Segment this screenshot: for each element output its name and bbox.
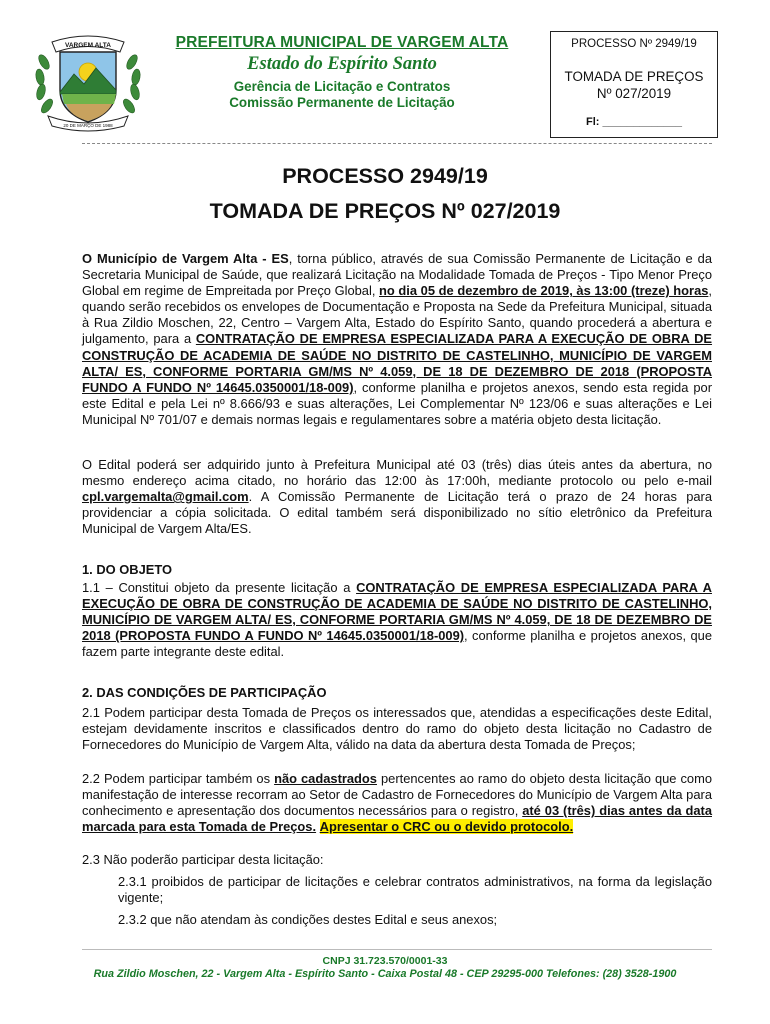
section-1-heading: 1. DO OBJETO bbox=[82, 562, 173, 577]
s2-3-text: 2.3 Não poderão participar desta licitação: bbox=[82, 852, 324, 867]
s2-2-crc-highlight: Apresentar o CRC ou o devido protocolo. bbox=[319, 819, 574, 835]
intro-paragraph bbox=[82, 251, 712, 428]
s1-text-1: 1.1 – Constitui objeto da presente licitação a bbox=[82, 580, 357, 595]
footer-cnpj: CNPJ 31.723.570/0001-33 bbox=[322, 955, 448, 967]
s2-2-text-2: pertencentes ao ramo do objeto desta licitação que como manifestação de interesse recorram ao Setor de Cadastro de Fornecedores do Município de Vargem Alta para conhecimento e apresentação dos documentos necessários para o registro, bbox=[82, 771, 712, 819]
intro-text-1: , torna público, através de sua Comissão Permanente de Licitação e da Secretaria Municipal de Saúde, que realizará Licitação na Modalidade Tomada de Preços - Tipo Menor Preço Global em regime de Empreitada por Preço Global, bbox=[82, 251, 712, 299]
footer-divider bbox=[82, 949, 712, 950]
intro-object: CONTRATAÇÃO DE EMPRESA ESPECIALIZADA PARA A EXECUÇÃO DE OBRA DE CONSTRUÇÃO DE ACADEMIA DE SAÚDE NO DISTRITO DE CASTELINHO, MUNICÍPIO DE VARGEM ALTA/ ES, CONFORME PORTARIA GM/MS Nº 4.059, DE 18 DE DEZEMBRO DE 2018 (PROPOSTA FUNDO A FUNDO Nº 14645.0350001/18-009) bbox=[82, 331, 713, 395]
letterhead-title: PREFEITURA MUNICIPAL DE VARGEM ALTA bbox=[175, 34, 509, 51]
s1-object: CONTRATAÇÃO DE EMPRESA ESPECIALIZADA PARA A EXECUÇÃO DE OBRA DE CONSTRUÇÃO DE ACADEMIA DE SAÚDE NO DISTRITO DE CASTELINHO, MUNICÍPIO DE VARGEM ALTA/ ES, CONFORME PORTARIA GM/MS Nº 4.059, DE 18 DE DEZEMBRO DE 2018 (PROPOSTA FUNDO A FUNDO Nº 14645.0350001/18-009) bbox=[82, 580, 712, 644]
section-2-heading: 2. DAS CONDIÇÕES DE PARTICIPAÇÃO bbox=[82, 685, 327, 700]
process-number: PROCESSO Nº 2949/19 bbox=[571, 38, 697, 50]
s2-1-text: 2.1 Podem participar desta Tomada de Preços os interessados que, atendidas a especificações deste Edital, estejam devidamente inscritos e classificados dentro do ramo do objeto desta licitação no Cadastro de Fornecedores do Município de Vargem Alta, válido na data da abertura desta Tomada de Preços; bbox=[82, 705, 712, 753]
intro-date: no dia 05 de dezembro de 2019, às 13:00 (treze) horas bbox=[379, 283, 709, 299]
section-2-3-paragraph bbox=[82, 852, 712, 868]
s1-text-2: , conforme planilha e projetos anexos, que fazem parte integrante deste edital. bbox=[82, 628, 712, 660]
intro-text-3: , conforme planilha e projetos anexos, sendo esta regida por este Edital e pela Lei nº 8.666/93 e suas alterações, Lei Complementar Nº 123/06 e suas alterações e Lei Municipal Nº 701/07 e demais normas legais e regulamentares sobre a matéria objeto desta licitação. bbox=[82, 379, 712, 427]
crest-top-label: VARGEM ALTA bbox=[65, 42, 111, 49]
letterhead bbox=[143, 34, 541, 111]
edital-text-2: . A Comissão Permanente de Licitação terá o prazo de 24 horas para providenciar a cópia solicitada. O edital também será disponibilizado no sítio eletrônico da Prefeitura Municipal de Vargem Alta/ES. bbox=[82, 489, 712, 537]
s2-2-deadline: até 03 (três) dias antes da data marcada para esta Tomada de Preços. bbox=[82, 803, 712, 835]
process-info-box bbox=[550, 31, 718, 138]
section-2-2-paragraph bbox=[82, 771, 712, 835]
letterhead-commission: Comissão Permanente de Licitação bbox=[229, 95, 455, 110]
section-2-1-paragraph bbox=[82, 705, 712, 753]
s2-3-2-text: 2.3.2 que não atendam às condições destes Edital e seus anexos; bbox=[118, 912, 498, 927]
s2-3-1-text: 2.3.1 proibidos de participar de licitações e celebrar contratos administrativos, na forma da legislação vigente; bbox=[118, 874, 712, 906]
s2-2-nao-cadastrados: não cadastrados bbox=[274, 771, 377, 786]
letterhead-state: Estado do Espírito Santo bbox=[247, 54, 437, 74]
intro-text-2: , quando serão recebidos os envelopes de Documentação e Proposta na Sede da Prefeitura Municipal, situada à Rua Zildio Moschen, 22, Centro – Vargem Alta, Estado do Espírito Santo, quando procederá a abertura e julgamento, para a bbox=[82, 283, 712, 347]
edital-paragraph bbox=[82, 457, 712, 537]
tomada-number: Nº 027/2019 bbox=[596, 86, 672, 101]
letterhead-department: Gerência de Licitação e Contratos bbox=[233, 79, 451, 94]
folha-field: Fl: _____________ bbox=[585, 116, 683, 128]
s2-2-text-1: 2.2 Podem participar também os bbox=[82, 771, 275, 786]
municipal-crest-logo bbox=[34, 32, 142, 132]
section-2-3-2-paragraph bbox=[118, 912, 712, 928]
edital-text-1: O Edital poderá ser adquirido junto à Prefeitura Municipal até 03 (três) dias úteis antes da abertura, no mesmo endereço acima citado, no horário das 12:00 às 17:00h, mediante protocolo ou pelo e-mail bbox=[82, 457, 712, 489]
intro-municipality: O Município de Vargem Alta - ES bbox=[82, 251, 289, 266]
section-2-3-1-paragraph bbox=[118, 874, 712, 906]
tomada-label: TOMADA DE PREÇOS bbox=[564, 69, 704, 84]
crest-bottom-label: 20 DE MARÇO DE 1988 bbox=[63, 123, 113, 128]
document-subtitle: TOMADA DE PREÇOS Nº 027/2019 bbox=[209, 199, 561, 223]
edital-email-link[interactable]: cpl.vargemalta@gmail.com bbox=[82, 489, 249, 505]
footer-address: Rua Zildio Moschen, 22 - Vargem Alta - Espírito Santo - Caixa Postal 48 - CEP 29295-000 Telefones: (28) 3528-1900 bbox=[93, 968, 677, 980]
document-title: PROCESSO 2949/19 bbox=[282, 164, 488, 188]
section-1-1-paragraph bbox=[82, 580, 712, 660]
header-divider bbox=[82, 143, 712, 144]
